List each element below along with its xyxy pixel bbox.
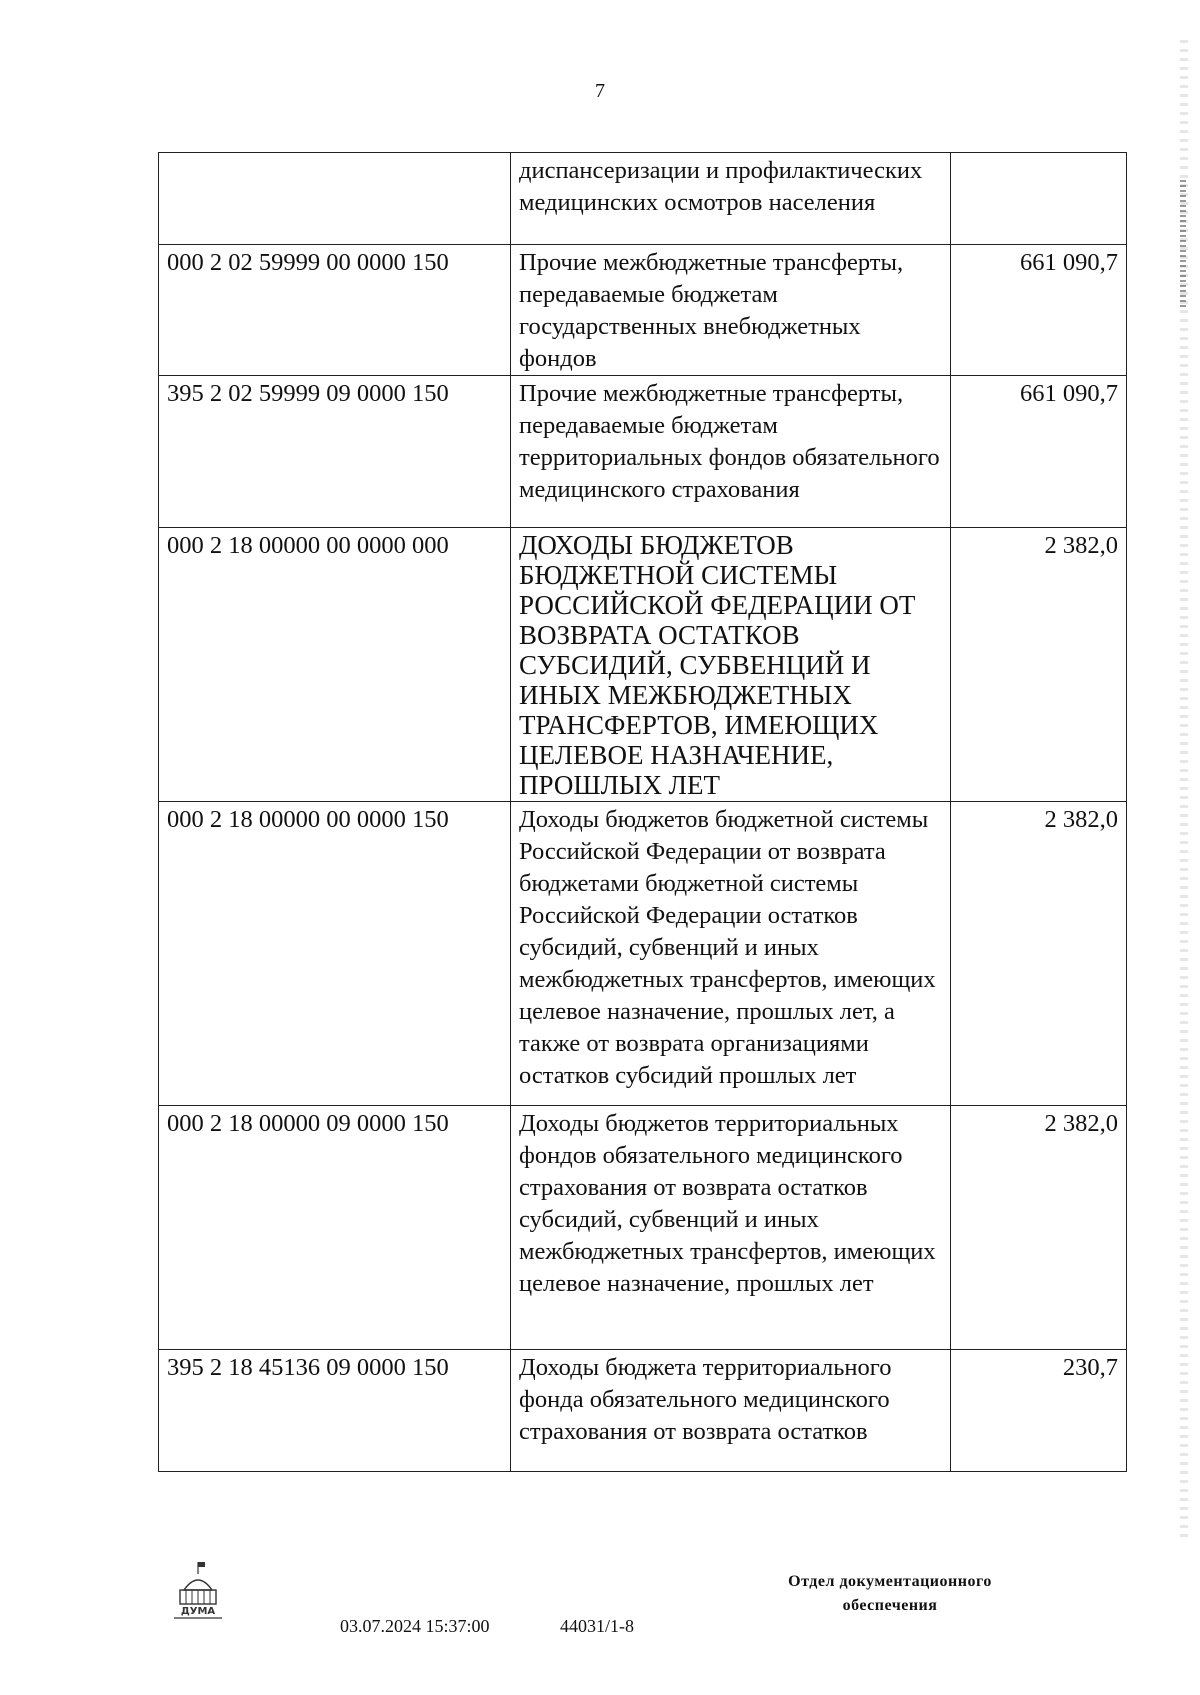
table-row [159, 245, 1127, 376]
row-amount: 2 382,0 [951, 802, 1127, 1106]
row-amount: 2 382,0 [951, 1106, 1127, 1350]
row-name: диспансеризации и профилактических медицинских осмотров населения [511, 153, 951, 245]
table-row [159, 1106, 1127, 1350]
row-code: 395 2 02 59999 09 0000 150 [159, 376, 511, 528]
footer-timestamp: 03.07.2024 15:37:00 [340, 1616, 490, 1636]
row-code: 395 2 18 45136 09 0000 150 [159, 1350, 511, 1472]
table-row [159, 1350, 1127, 1472]
row-name: Доходы бюджета территориального фонда обязательного медицинского страхования от возврата остатков [511, 1350, 951, 1472]
table-row [159, 376, 1127, 528]
row-amount [951, 153, 1127, 245]
table-row [159, 528, 1127, 802]
department-stamp [760, 1570, 1020, 1618]
row-code: 000 2 02 59999 00 0000 150 [159, 245, 511, 376]
row-name: Прочие межбюджетные трансферты, передаваемые бюджетам государственных внебюджетных фондов [511, 245, 951, 376]
row-code: 000 2 18 00000 00 0000 150 [159, 802, 511, 1106]
stamp-line-1: Отдел документационного [788, 1573, 992, 1590]
row-name: Доходы бюджетов территориальных фондов обязательного медицинского страхования от возврата остатков субсидий, субвенций и иных межбюджетных трансфертов, имеющих целевое назначение, прошлых лет [511, 1106, 951, 1350]
row-name: Прочие межбюджетные трансферты, передаваемые бюджетам территориальных фондов обязательного медицинского страхования [511, 376, 951, 528]
scan-edge-artifact-dark [1180, 180, 1186, 310]
page-number: 7 [595, 80, 605, 102]
row-amount: 230,7 [951, 1350, 1127, 1472]
row-code [159, 153, 511, 245]
stamp-line-2: обеспечения [842, 1597, 938, 1614]
duma-logo-icon [170, 1560, 226, 1622]
row-amount: 661 090,7 [951, 245, 1127, 376]
row-amount: 661 090,7 [951, 376, 1127, 528]
row-name: ДОХОДЫ БЮДЖЕТОВ БЮДЖЕТНОЙ СИСТЕМЫ РОССИЙСКОЙ ФЕДЕРАЦИИ ОТ ВОЗВРАТА ОСТАТКОВ СУБСИДИЙ, СУБВЕНЦИЙ И ИНЫХ МЕЖБЮДЖЕТНЫХ ТРАНСФЕРТОВ, ИМЕЮЩИХ ЦЕЛЕВОЕ НАЗНАЧЕНИЕ, ПРОШЛЫХ ЛЕТ [511, 528, 951, 802]
budget-table [158, 152, 1127, 1472]
table-row [159, 802, 1127, 1106]
row-code: 000 2 18 00000 00 0000 000 [159, 528, 511, 802]
row-code: 000 2 18 00000 09 0000 150 [159, 1106, 511, 1350]
row-name: Доходы бюджетов бюджетной системы Российской Федерации от возврата бюджетами бюджетной системы Российской Федерации остатков субсидий, субвенций и иных межбюджетных трансфертов, имеющих целевое назначение, прошлых лет, а также от возврата организациями остатков субсидий прошлых лет [511, 802, 951, 1106]
row-amount: 2 382,0 [951, 528, 1127, 802]
logo-text: ДУМА [180, 1606, 216, 1617]
table-row [159, 153, 1127, 245]
footer-reg-number: 44031/1-8 [560, 1616, 634, 1636]
